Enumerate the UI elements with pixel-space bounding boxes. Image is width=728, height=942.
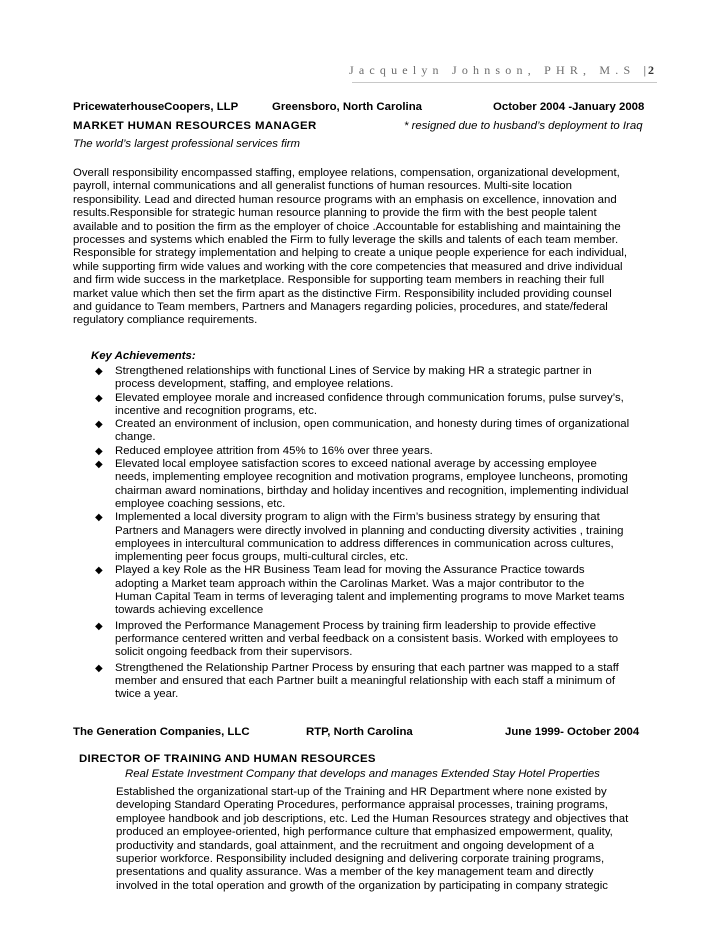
summary-line: while supporting firm wide values and working with the core competencies that measured and drive individual bbox=[73, 260, 623, 273]
bullet-diamond-icon: ◆ bbox=[95, 620, 103, 632]
achievement-item bbox=[92, 392, 662, 419]
achievement-line: incentive and recognition programs, etc. bbox=[115, 404, 317, 417]
achievement-line: Human Capital Team in terms of leveraging talent and implementing programs to move Market teams bbox=[115, 591, 625, 604]
achievement-line: employees in intercultural communication to address differences in communication across cultures, bbox=[115, 537, 614, 550]
achievement-line: change. bbox=[115, 431, 156, 444]
achievement-line: twice a year. bbox=[115, 688, 179, 701]
job1-summary bbox=[73, 167, 663, 328]
achievement-line: performance centered written and verbal feedback on a consistent basis. Worked with employees to bbox=[115, 632, 619, 645]
bullet-diamond-icon: ◆ bbox=[95, 662, 103, 674]
achievement-line: towards achieving excellence bbox=[115, 604, 264, 617]
summary-line: Established the organizational start-up of the Training and HR Department where none existed by bbox=[116, 786, 607, 798]
achievement-line: Created an environment of inclusion, open communication, and honesty during times of organizational bbox=[115, 418, 630, 431]
achievement-line: Reduced employee attrition from 45% to 16% over three years. bbox=[115, 444, 433, 457]
achievement-line: Played a key Role as the HR Business Team lead for moving the Assurance Practice towards bbox=[115, 564, 585, 577]
achievement-line: Elevated local employee satisfaction scores to exceed national average by accessing employee bbox=[115, 458, 597, 471]
summary-line: market value which then set the firm apart as the distinctive Firm. Responsibility included providing counsel bbox=[73, 287, 612, 300]
achievement-line: solicit ongoing feedback from their supervisors. bbox=[115, 646, 353, 659]
summary-line: involved in the total operation and growth of the organization by participating in company strategic bbox=[116, 879, 608, 892]
achievement-item bbox=[92, 458, 662, 511]
summary-line: processes and systems which enabled the Firm to fully leverage the skills and talents of each team member. bbox=[73, 234, 619, 247]
bullet-diamond-icon: ◆ bbox=[95, 419, 103, 431]
summary-line: regulatory compliance requirements. bbox=[73, 314, 258, 327]
summary-line: responsibility. Lead and directed human resource programs with an emphasis on excellence, innovation and bbox=[73, 193, 617, 206]
page-header bbox=[349, 63, 655, 78]
job2-summary bbox=[116, 786, 661, 893]
job1-tagline: The world’s largest professional services firm bbox=[73, 138, 301, 150]
achievement-line: needs, implementing employee recognition and motivation programs, employee luncheons, promoting bbox=[115, 471, 628, 484]
bullet-diamond-icon: ◆ bbox=[95, 512, 103, 524]
achievement-item bbox=[92, 662, 662, 702]
achievement-item bbox=[92, 564, 662, 617]
achievements-heading: Key Achievements: bbox=[91, 350, 196, 362]
job1-dates: October 2004 -January 2008 bbox=[493, 101, 645, 113]
job1-company: PricewaterhouseCoopers, LLP bbox=[73, 101, 239, 113]
achievement-line: implementing peer focus groups, multi-cultural circles, etc. bbox=[115, 551, 409, 564]
achievement-line: Strengthened the Relationship Partner Process by ensuring that each partner was mapped to a staff bbox=[115, 661, 619, 674]
summary-line: produced an employee-oriented, high performance culture that emphasized empowerment, quality, bbox=[116, 826, 613, 839]
achievement-line: Implemented a local diversity program to align with the Firm’s business strategy by ensuring that bbox=[115, 511, 600, 524]
page-number: 2 bbox=[648, 63, 655, 77]
achievement-item bbox=[92, 511, 662, 564]
achievement-item bbox=[92, 620, 662, 660]
achievement-line: chairman award nominations, birthday and holiday incentives and recognition, implementing individual bbox=[115, 484, 629, 497]
summary-line: presentations and quality assurance. Was a member of the key management team and directly bbox=[116, 866, 594, 879]
bullet-diamond-icon: ◆ bbox=[95, 565, 103, 577]
summary-line: and guidance to Team members, Partners and Managers regarding policies, procedures, and state/federal bbox=[73, 301, 608, 314]
header-name: Jacquelyn Johnson, PHR, M.S bbox=[348, 63, 636, 77]
achievement-line: Partners and Managers were directly involved in planning and conducting diversity activities , training bbox=[115, 524, 624, 537]
achievement-line: member and ensured that each Partner built a meaningful relationship with each staff a minimum of bbox=[115, 674, 615, 687]
summary-line: developing Standard Operating Procedures, performance appraisal processes, training programs, bbox=[116, 799, 608, 812]
summary-line: and firm wide success in the marketplace. Responsible for supporting team members in reaching their full bbox=[73, 274, 605, 287]
summary-line: employee handbook and job descriptions, etc. Led the Human Resources strategy and objectives that bbox=[116, 812, 629, 825]
achievement-item bbox=[92, 418, 662, 445]
header-separator: | bbox=[643, 63, 648, 77]
achievement-line: process development, staffing, and employee relations. bbox=[115, 378, 394, 391]
job2-location: RTP, North Carolina bbox=[306, 726, 413, 738]
summary-line: productivity and standards, goal attainment, and the recruitment and ongoing development of a bbox=[116, 839, 595, 852]
achievement-line: Elevated employee morale and increased confidence through communication forums, pulse survey’s, bbox=[115, 391, 624, 404]
summary-line: Responsible for strategy implementation and helping to create a unique people experience for each individual, bbox=[73, 247, 628, 260]
summary-line: payroll, internal communications and all generalist functions of human resources. Multi-site location bbox=[73, 180, 572, 193]
bullet-diamond-icon: ◆ bbox=[95, 366, 103, 377]
job2-title: DIRECTOR OF TRAINING AND HUMAN RESOURCES bbox=[79, 753, 376, 765]
job1-location: Greensboro, North Carolina bbox=[272, 101, 422, 113]
bullet-diamond-icon: ◆ bbox=[95, 459, 103, 471]
header-rule bbox=[352, 82, 657, 83]
job2-tagline: Real Estate Investment Company that develops and manages Extended Stay Hotel Properties bbox=[125, 768, 600, 780]
achievement-item bbox=[92, 445, 662, 458]
job2-dates: June 1999- October 2004 bbox=[505, 726, 640, 738]
summary-line: results.Responsible for strategic human resource planning to provide the firm with the best people talent bbox=[73, 207, 597, 220]
job1-note: * resigned due to husband’s deployment to Iraq bbox=[404, 120, 643, 132]
achievement-line: employee coaching sessions, etc. bbox=[115, 497, 286, 510]
bullet-diamond-icon: ◆ bbox=[95, 445, 103, 457]
job1-title: MARKET HUMAN RESOURCES MANAGER bbox=[73, 120, 317, 132]
bullet-diamond-icon: ◆ bbox=[95, 392, 103, 404]
achievement-line: adopting a Market team approach within the Carolinas Market. Was a major contributor to the bbox=[115, 577, 585, 590]
achievement-item bbox=[92, 365, 662, 392]
achievement-line: Strengthened relationships with functional Lines of Service by making HR a strategic partner in bbox=[115, 365, 592, 377]
achievement-line: Improved the Performance Management Process by training firm leadership to provide effective bbox=[115, 619, 596, 632]
summary-line: available and to position the firm as the employer of choice .Accountable for establishing and maintaining the bbox=[73, 220, 621, 233]
summary-line: superior workforce. Responsibility included designing and delivering corporate training programs, bbox=[116, 853, 605, 866]
job2-company: The Generation Companies, LLC bbox=[73, 726, 250, 738]
achievements-list bbox=[92, 365, 662, 701]
summary-line: Overall responsibility encompassed staffing, employee relations, compensation, organizational development, bbox=[73, 167, 620, 179]
